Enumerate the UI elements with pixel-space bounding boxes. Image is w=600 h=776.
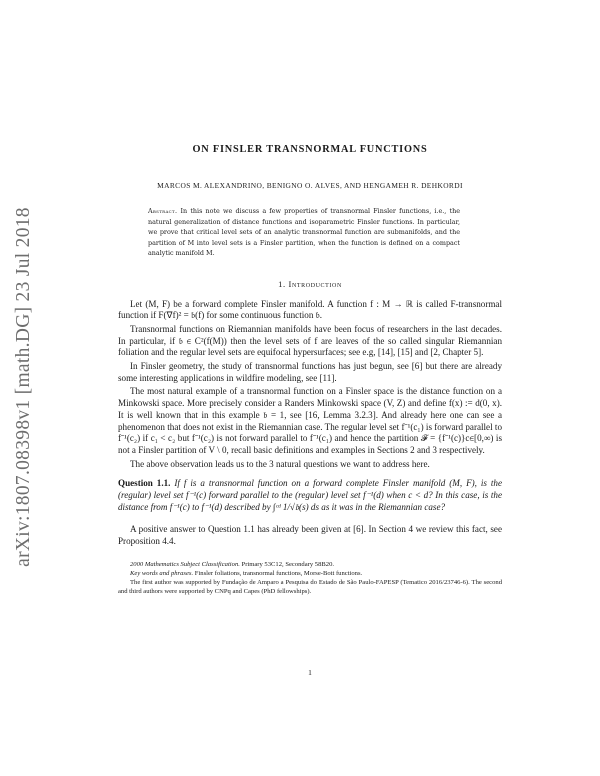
paper-title: ON FINSLER TRANSNORMAL FUNCTIONS (192, 144, 428, 155)
paper-page (118, 0, 502, 677)
question-label: Question 1.1. (118, 478, 171, 489)
paragraph: The above observation leads us to the 3 natural questions we want to address here. (130, 458, 430, 469)
footnotes (118, 561, 502, 597)
msc-label: 2000 Mathematics Subject Classification. (130, 561, 240, 569)
abstract (148, 206, 460, 259)
introduction-body (118, 299, 502, 471)
abstract-label: Abstract. (148, 207, 178, 215)
paragraph: Let (M, F) be a forward complete Finsler manifold. A function f : M → ℝ is called F-transnormal function if F(∇f)² = 𝔟(f) for some continuous function 𝔟. (118, 298, 502, 321)
footnote-msc (118, 561, 502, 570)
keywords-text: Finsler foliations, transnormal functions, Morse-Bott functions. (193, 570, 363, 578)
abstract-text: In this note we discuss a few properties of transnormal Finsler functions, i.e., the natural generalization of distance functions and isoparametric Finsler functions. In particular, we prove that critical level sets of an analytic transnormal function are submanifolds, and the partition of M into level sets is a Finsler partition, when the function is defined on a compact analytic manifold M. (148, 207, 460, 257)
msc-text: Primary 53C12, Secondary 58B20. (239, 561, 335, 569)
section-name: Introduction (288, 278, 342, 289)
keywords-label: Key words and phrases. (130, 570, 194, 578)
question-text: If f is a transnormal function on a forward complete Finsler manifold (M, F), is the (regular) level set f⁻¹(c) forward parallel to the (regular) level set f⁻¹(d) when c < d? In this case, is the distance from f⁻¹(c) to f⁻¹(d) described by ∫ᶜᵈ 1/√𝔟(s) ds as it was in the Riemannian case? (118, 478, 502, 513)
paragraph: Transnormal functions on Riemannian manifolds have been focus of researchers in the last decades. In particular, if 𝔟 ∈ C²(f(M)) then the level sets of f are leaves of the so called singular Riemannian foliation and the regular level sets are equifocal hypersurfaces; see e.g, [14], [15] and [2, Chapter 5]. (118, 323, 502, 358)
footnote-funding: The first author was supported by Fundação de Amparo a Pesquisa do Estado de São Paulo-FAPESP (Tematico 2016/23746-6). The second and third authors were supported by CNPq and Capes (PhD fellowships). (118, 579, 502, 596)
page-number: 1 (308, 668, 312, 677)
footnote-keywords (118, 570, 502, 579)
paper-authors: MARCOS M. ALEXANDRINO, BENIGNO O. ALVES, AND HENGAMEH R. DEHKORDI (157, 181, 463, 190)
arxiv-identifier (12, 172, 36, 602)
question-1-1 (118, 478, 502, 514)
section-heading (118, 279, 502, 289)
section-number: 1. (278, 278, 286, 289)
answer-paragraph: A positive answer to Question 1.1 has already been given at [6]. In Section 4 we review this fact, see Proposition 4.4. (118, 524, 502, 546)
arxiv-identifier-text: arXiv:1807.08398v1 [math.DG] 23 Jul 2018 (13, 207, 34, 567)
paragraph: The most natural example of a transnormal function on a Finsler space is the distance function on a Minkowski space. More precisely consider a Randers Minkowski space (V, Z) and define f(x) := d(0, x). It is well known that in this example 𝔟 = 1, see [16, Lemma 3.2.3]. And already here one can see a phenomenon that does not exist in the Riemannian case. The regular level set f⁻¹(c₁) is forward parallel to f⁻¹(c₂) if c₁ < c₂ but f⁻¹(c₂) is not forward parallel to f⁻¹(c₁) and hence the partition 𝓕 = {f⁻¹(c)}c∈[0,∞) is not a Finsler partition of V \ 0, recall basic definitions and examples in Sections 2 and 3 respectively. (118, 386, 502, 455)
paragraph: In Finsler geometry, the study of transnormal functions has just begun, see [6] but there are already some interesting applications in wildfire modeling, see [11]. (118, 361, 502, 383)
